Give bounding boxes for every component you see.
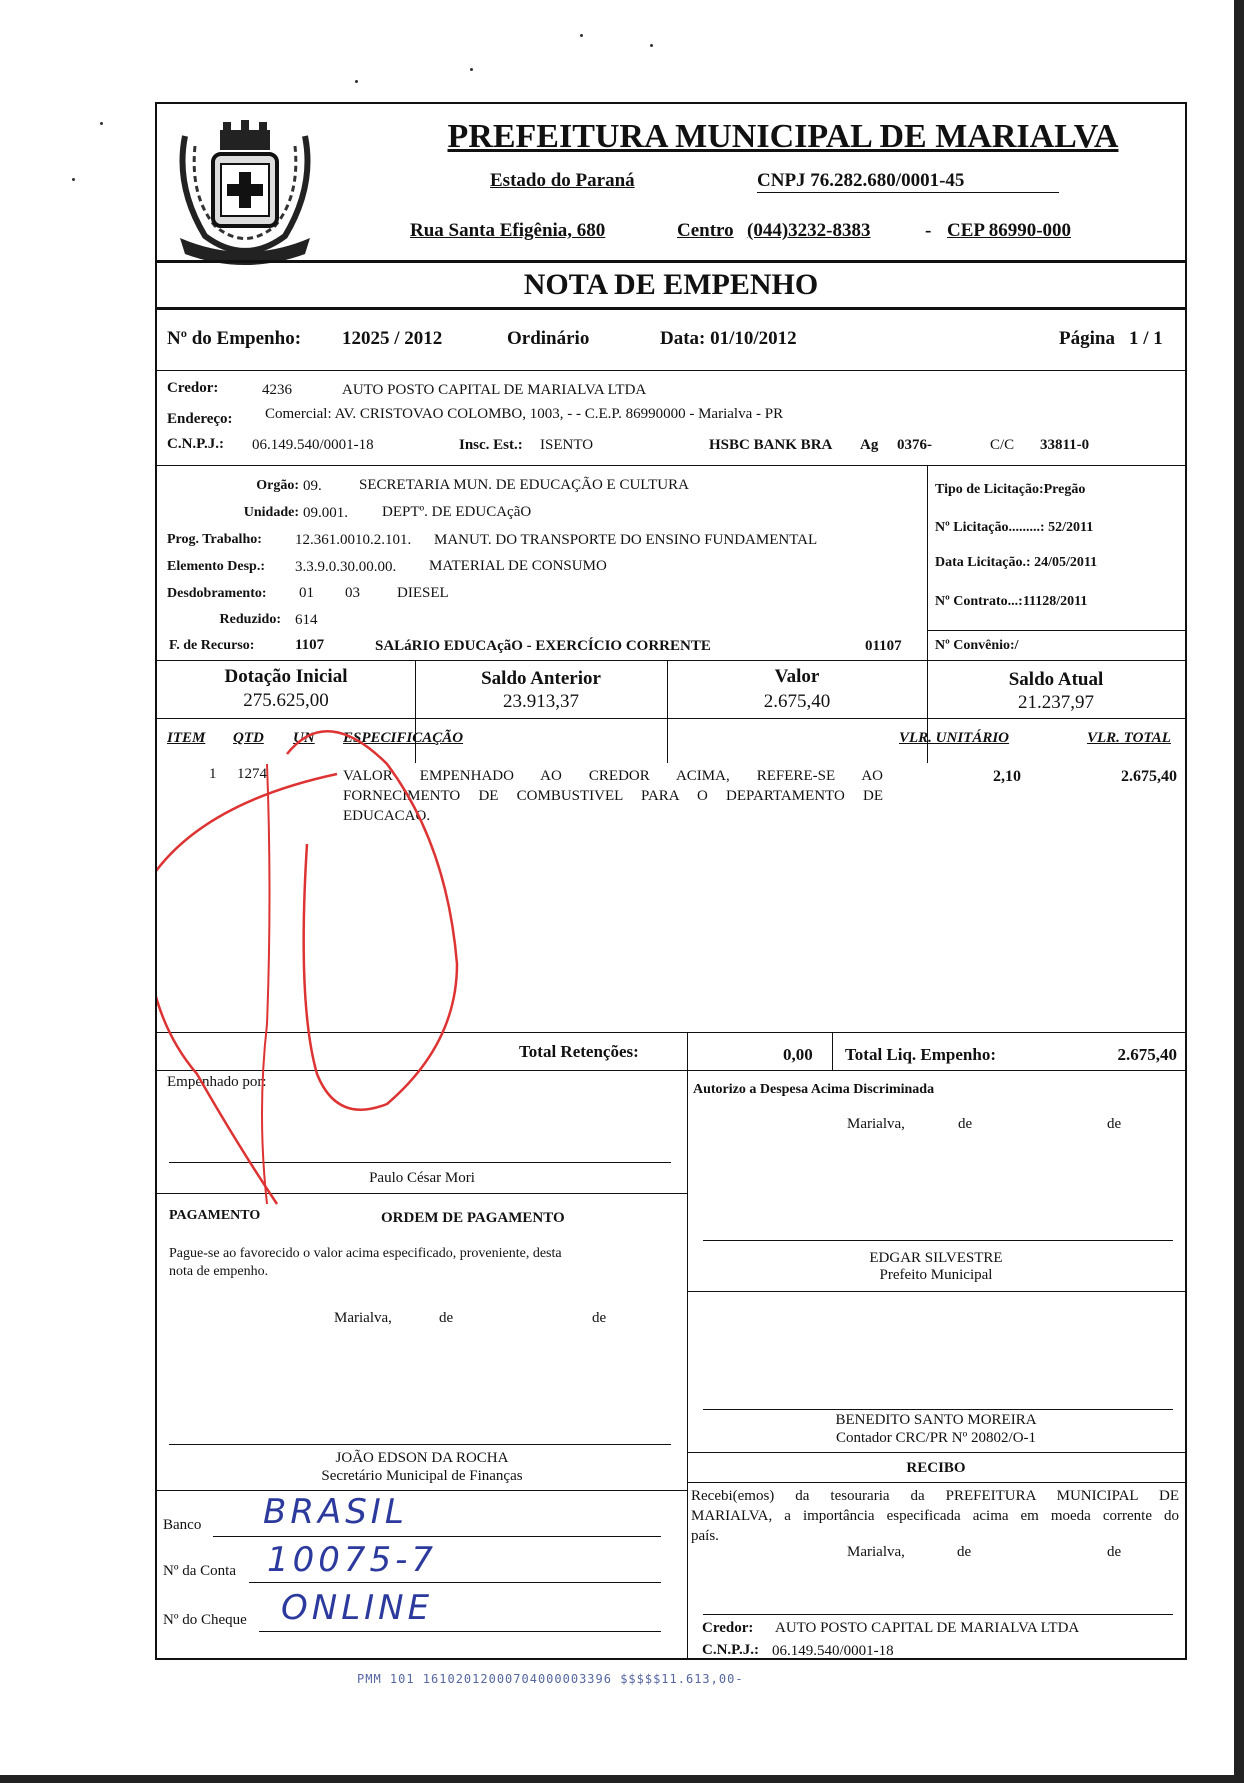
desdobramento-label: Desdobramento: <box>167 586 267 601</box>
pagamento-label: PAGAMENTO <box>169 1208 261 1223</box>
secretario-name: JOÃO EDSON DA ROCHA <box>335 1450 509 1466</box>
item-unit-value: 2,10 <box>993 768 1021 785</box>
col-qtd: QTD <box>233 730 264 746</box>
numero-licitacao: Nº Licitação.........: 52/2011 <box>935 520 1094 535</box>
account-label: C/C <box>990 437 1015 453</box>
recibo-title: RECIBO <box>906 1460 966 1476</box>
reduzido-label: Reduzido: <box>219 612 281 627</box>
recurso-name: SALáRIO EDUCAçãO - EXERCÍCIO CORRENTE <box>375 638 711 654</box>
valor-value: 2.675,40 <box>763 691 831 712</box>
separator-dash: - <box>925 220 932 241</box>
reduzido-value: 614 <box>295 612 318 628</box>
autorizo-label: Autorizo a Despesa Acima Discriminada <box>693 1082 935 1097</box>
saldo-anterior-value: 23.913,37 <box>503 691 579 712</box>
retencoes-label: Total Retenções: <box>519 1042 639 1061</box>
recibo-text-3: país. <box>691 1528 719 1544</box>
item-spec-line-3: EDUCACAO. <box>343 808 431 824</box>
col-item: ITEM <box>167 730 206 746</box>
orgao-code: 09. <box>303 478 322 494</box>
red-signature-icon <box>157 644 597 1284</box>
municipality-title: PREFEITURA MUNICIPAL DE MARIALVA <box>447 118 1119 155</box>
secretario-role: Secretário Municipal de Finanças <box>321 1468 523 1484</box>
liquido-value: 2.675,40 <box>1117 1045 1177 1064</box>
credor-name: AUTO POSTO CAPITAL DE MARIALVA LTDA <box>342 382 647 398</box>
empenhado-label: Empenhado por: <box>167 1074 267 1090</box>
recibo-de-2: de <box>1107 1544 1122 1560</box>
elemento-name: MATERIAL DE CONSUMO <box>429 558 607 574</box>
banco-label: Banco <box>163 1517 202 1533</box>
pagamento-de-1: de <box>439 1310 454 1326</box>
agency-number: 0376- <box>897 437 932 453</box>
credor-cnpj: 06.149.540/0001-18 <box>252 437 374 453</box>
address-label: Endereço: <box>167 411 233 427</box>
district: Centro <box>677 220 734 241</box>
nota-empenho-form <box>155 102 1187 1660</box>
desdobramento-b: 03 <box>345 585 360 601</box>
cheque-label: Nº do Cheque <box>163 1612 247 1628</box>
prefeito-role: Prefeito Municipal <box>879 1267 993 1283</box>
saldo-atual-label: Saldo Atual <box>1008 669 1104 690</box>
prog-label: Prog. Trabalho: <box>167 532 262 547</box>
col-un: UN <box>293 730 315 746</box>
page-label: Página <box>1059 328 1115 349</box>
recibo-credor-label: Credor: <box>702 1620 754 1636</box>
state-label: Estado do Paraná <box>490 170 635 191</box>
footer-code: PMM 101 16102012000704000003396 $$$$$11.613,00- <box>357 1672 744 1686</box>
recibo-text-1: Recebi(emos) da tesouraria da PREFEITURA MUNICIPAL DE <box>691 1488 1179 1504</box>
account-number: 33811-0 <box>1040 437 1090 453</box>
dotacao-value: 275.625,00 <box>243 690 329 711</box>
pagamento-text-2: nota de empenho. <box>169 1264 269 1279</box>
item-spec-line-1: VALOR EMPENHADO AO CREDOR ACIMA, REFERE-SE AO <box>343 768 883 784</box>
pagamento-de-2: de <box>592 1310 607 1326</box>
credor-address: Comercial: AV. CRISTOVAO COLOMBO, 1003, - - C.E.P. 86990000 - Marialva - PR <box>265 406 784 422</box>
unidade-code: 09.001. <box>303 505 348 521</box>
recurso-code: 1107 <box>295 637 325 653</box>
recibo-de-1: de <box>957 1544 972 1560</box>
recibo-cnpj-label: C.N.P.J.: <box>702 1642 759 1658</box>
prog-code: 12.361.0010.2.101. <box>295 532 412 548</box>
phone: (044)3232-8383 <box>747 220 871 241</box>
autorizo-de-1: de <box>958 1116 973 1132</box>
item-qtd: 1274 <box>237 766 267 782</box>
credor-code: 4236 <box>262 382 292 398</box>
recurso-label: F. de Recurso: <box>169 638 255 653</box>
orgao-name: SECRETARIA MUN. DE EDUCAÇÃO E CULTURA <box>359 477 689 493</box>
empenho-type: Ordinário <box>507 328 590 349</box>
cheque-handwritten: ONLINE <box>281 1588 434 1628</box>
numero-contrato: Nº Contrato...:11128/2011 <box>935 594 1088 609</box>
autorizo-de-2: de <box>1107 1116 1122 1132</box>
col-unit-value: VLR. UNITÁRIO <box>899 730 1010 746</box>
recibo-credor-name: AUTO POSTO CAPITAL DE MARIALVA LTDA <box>775 1620 1080 1636</box>
agency-label: Ag <box>860 437 879 453</box>
empenho-date: Data: 01/10/2012 <box>660 328 797 349</box>
insc-label: Insc. Est.: <box>459 437 523 453</box>
desdobramento-a: 01 <box>299 585 314 601</box>
ordem-pagamento-title: ORDEM DE PAGAMENTO <box>381 1210 565 1226</box>
prog-name: MANUT. DO TRANSPORTE DO ENSINO FUNDAMENTAL <box>434 532 818 548</box>
saldo-atual-value: 21.237,97 <box>1018 692 1094 713</box>
item-number: 1 <box>209 766 217 782</box>
item-spec-line-2: FORNECIMENTO DE COMBUSTIVEL PARA O DEPARTAMENTO DE <box>343 788 883 804</box>
bank-name: HSBC BANK BRA <box>709 437 833 453</box>
document-title: NOTA DE EMPENHO <box>523 268 819 301</box>
credor-cnpj-label: C.N.P.J.: <box>167 436 224 452</box>
saldo-anterior-label: Saldo Anterior <box>481 668 601 689</box>
recurso-number: 01107 <box>865 638 902 654</box>
empenho-number: 12025 / 2012 <box>342 328 443 349</box>
liquido-label: Total Liq. Empenho: <box>845 1045 996 1064</box>
street-address: Rua Santa Efigênia, 680 <box>410 220 606 241</box>
empenho-number-label: Nº do Empenho: <box>167 328 302 349</box>
recibo-text-2: MARIALVA, a importância especificada acima em moeda corrente do <box>691 1508 1179 1524</box>
elemento-code: 3.3.9.0.30.00.00. <box>295 559 397 575</box>
autorizo-city: Marialva, <box>847 1116 905 1132</box>
unidade-label: Unidade: <box>243 505 299 520</box>
data-licitacao: Data Licitação.: 24/05/2011 <box>935 555 1098 570</box>
page-number: 1 / 1 <box>1129 328 1163 349</box>
desdobramento-name: DIESEL <box>397 585 449 601</box>
unidade-name: DEPTº. DE EDUCAçãO <box>382 504 532 520</box>
numero-convenio: Nº Convênio:/ <box>935 638 1019 653</box>
recibo-city: Marialva, <box>847 1544 905 1560</box>
insc-value: ISENTO <box>540 437 594 453</box>
tipo-licitacao: Tipo de Licitação:Pregão <box>935 482 1086 497</box>
empenhado-name: Paulo César Mori <box>369 1170 475 1186</box>
conta-label: Nº da Conta <box>163 1563 236 1579</box>
item-total-value: 2.675,40 <box>1121 768 1177 785</box>
elemento-label: Elemento Desp.: <box>167 559 265 574</box>
pagamento-city: Marialva, <box>334 1310 392 1326</box>
recibo-cnpj: 06.149.540/0001-18 <box>772 1643 894 1659</box>
valor-label: Valor <box>774 666 820 687</box>
conta-handwritten: 10075-7 <box>267 1540 438 1580</box>
credor-label: Credor: <box>167 380 219 396</box>
cep: CEP 86990-000 <box>947 220 1072 241</box>
prefeito-name: EDGAR SILVESTRE <box>869 1250 1003 1266</box>
contador-role: Contador CRC/PR Nº 20802/O-1 <box>835 1430 1037 1446</box>
contador-name: BENEDITO SANTO MOREIRA <box>835 1412 1037 1428</box>
retencoes-value: 0,00 <box>783 1045 813 1064</box>
banco-handwritten: BRASIL <box>263 1492 408 1532</box>
pagamento-text-1: Pague-se ao favorecido o valor acima especificado, proveniente, desta <box>169 1246 562 1261</box>
municipality-cnpj: CNPJ 76.282.680/0001-45 <box>757 170 1059 193</box>
orgao-label: Orgão: <box>256 478 299 493</box>
col-total-value: VLR. TOTAL <box>1087 730 1171 746</box>
dotacao-label: Dotação Inicial <box>224 666 348 687</box>
col-spec: ESPECIFICAÇÃO <box>343 730 464 746</box>
